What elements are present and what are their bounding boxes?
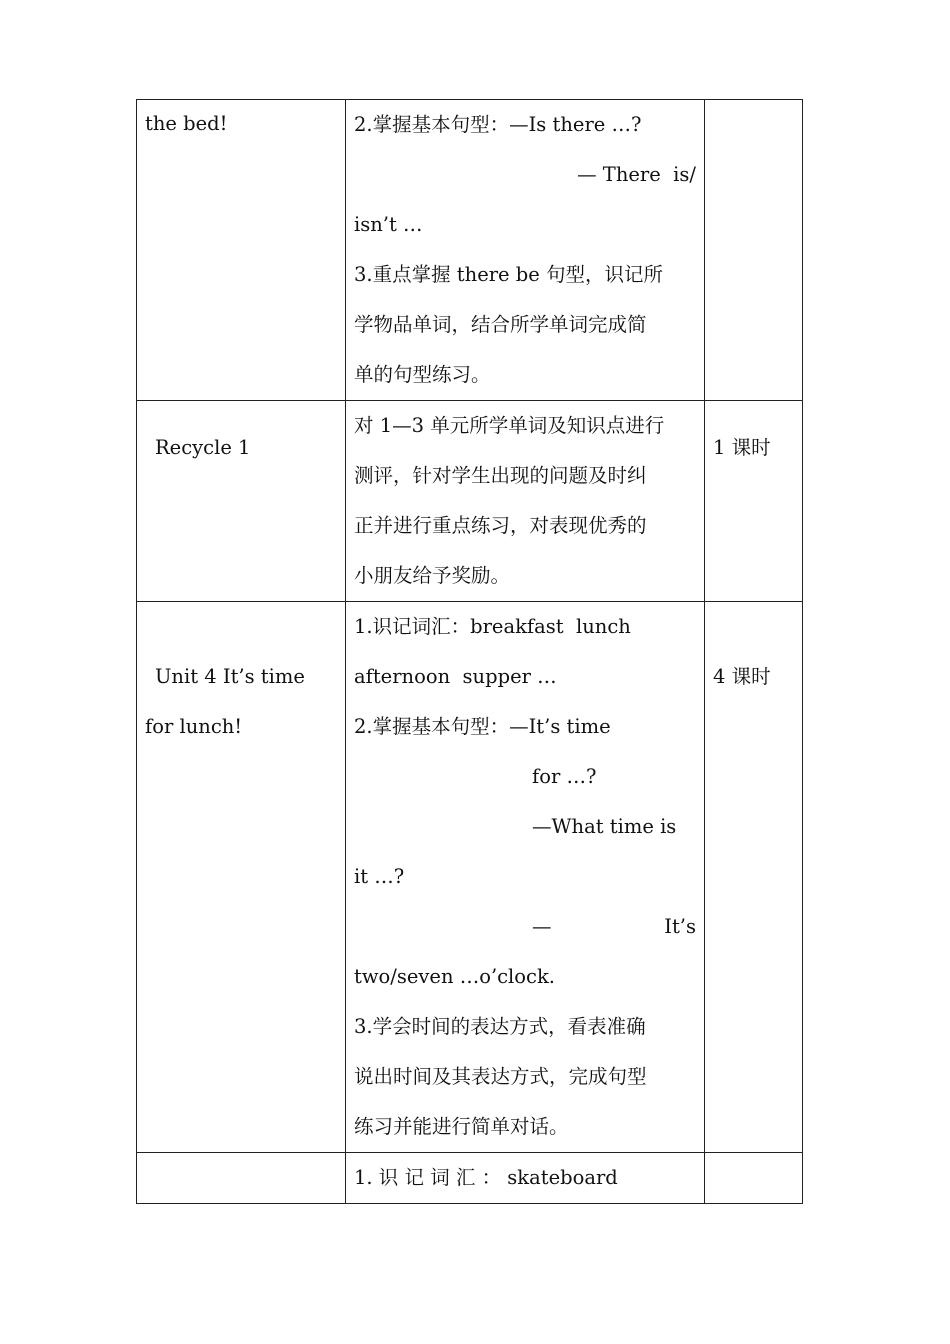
- content-line: isn’t …: [354, 213, 423, 236]
- content-line: 3.学会时间的表达方式，看表准确: [354, 1015, 646, 1038]
- content-line: afternoon supper …: [354, 665, 557, 688]
- content-line: 2.掌握基本句型：—It’s time: [354, 715, 611, 738]
- content-line: 正并进行重点练习，对表现优秀的: [354, 514, 647, 537]
- content-line: for …?: [532, 765, 597, 788]
- unit-cell: [137, 100, 346, 401]
- content-fragment: —: [532, 915, 552, 938]
- content-line: 练习并能进行简单对话。: [354, 1115, 569, 1138]
- unit-cell: [137, 401, 346, 602]
- table-row: [137, 401, 803, 602]
- hours-cell: [705, 401, 803, 602]
- content-fragment: It’s: [664, 915, 696, 938]
- table-row: [137, 100, 803, 401]
- content-line: 小朋友给予奖励。: [354, 564, 511, 587]
- table-row: [137, 602, 803, 1153]
- content-line: 3.重点掌握 there be 句型，识记所: [354, 263, 664, 286]
- table-row: [137, 1153, 803, 1204]
- unit-cell: [137, 1153, 346, 1204]
- content-line: [354, 902, 696, 952]
- hours-cell: [705, 1153, 803, 1204]
- content-line: —What time is: [532, 815, 677, 838]
- content-line: two/seven …o’clock.: [354, 965, 555, 988]
- content-line: — There is/: [577, 163, 696, 186]
- content-line: 说出时间及其表达方式，完成句型: [354, 1065, 647, 1088]
- unit-title: Recycle 1: [155, 436, 251, 459]
- unit-title: Unit 4 It’s time: [155, 665, 305, 688]
- content-line: 对 1—3 单元所学单词及知识点进行: [354, 414, 665, 437]
- content-line: 学物品单词，结合所学单词完成简: [354, 313, 647, 336]
- unit-title: for lunch!: [145, 715, 243, 738]
- hours-cell: [705, 100, 803, 401]
- content-cell: [346, 602, 705, 1153]
- content-line: 1.识记词汇：breakfast lunch: [354, 615, 631, 638]
- content-line: it …?: [354, 865, 405, 888]
- content-line: 2.掌握基本句型：—Is there …?: [354, 113, 642, 136]
- content-cell: [346, 1153, 705, 1204]
- content-line: 1. 识 记 词 汇 ： skateboard: [354, 1166, 618, 1189]
- lesson-plan-table: [136, 99, 803, 1204]
- content-line: 测评，针对学生出现的问题及时纠: [354, 464, 647, 487]
- hours-text: 1 课时: [713, 436, 771, 459]
- content-cell: [346, 401, 705, 602]
- hours-cell: [705, 602, 803, 1153]
- unit-cell: [137, 602, 346, 1153]
- hours-text: 4 课时: [713, 665, 771, 688]
- content-cell: [346, 100, 705, 401]
- content-line: 单的句型练习。: [354, 363, 491, 386]
- unit-title: the bed!: [145, 112, 228, 135]
